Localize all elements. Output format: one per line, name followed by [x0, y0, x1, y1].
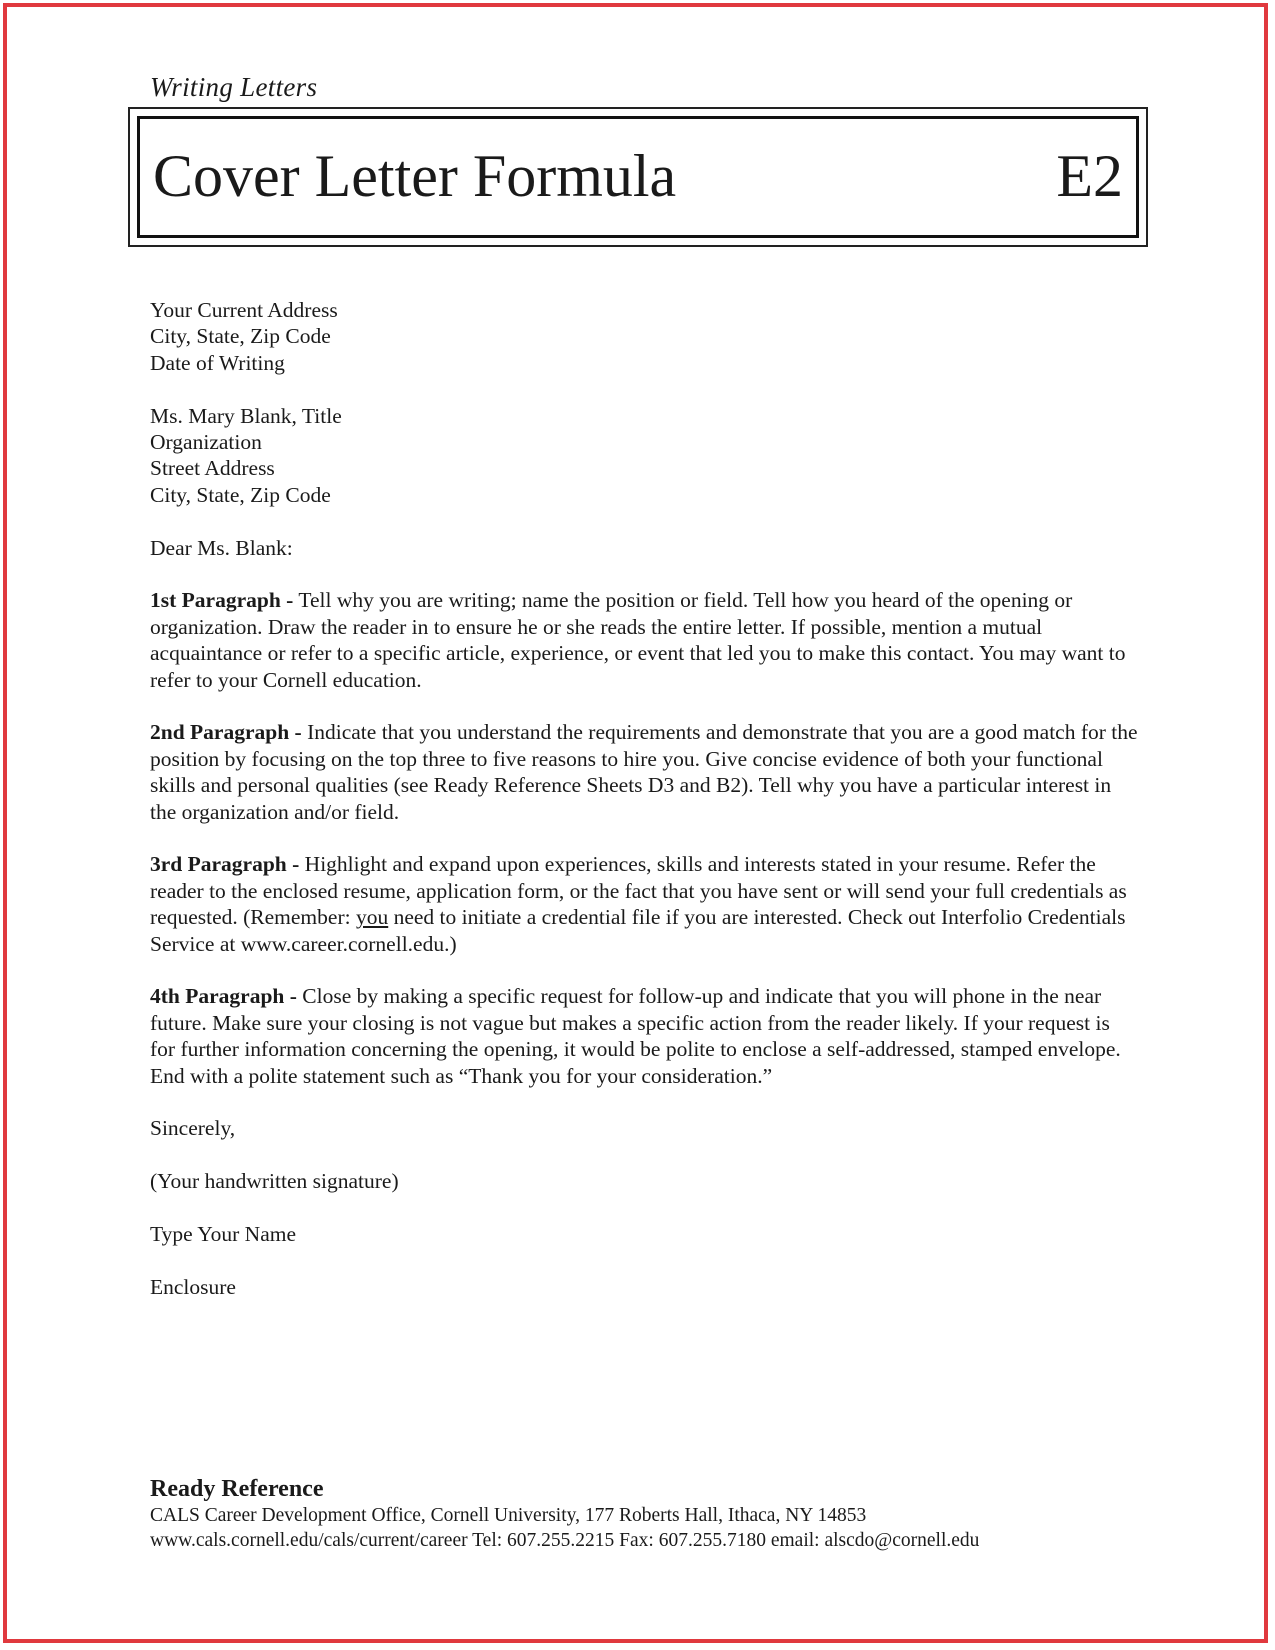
- paragraph-4-text: Close by making a specific request for follow-up and indicate that you will phone in the near future. Make sure your closing is not vague but makes a specific action from the reader likely. If your request is for further information concerning the opening, it would be polite to enclose a self-addressed, stamped envelope. End with a polite statement such as “Thank you for your consideration.”: [150, 984, 1121, 1088]
- recipient-address: [150, 403, 1140, 509]
- sender-address: [150, 297, 1140, 376]
- footer-address: CALS Career Development Office, Cornell University, 177 Roberts Hall, Ithaca, NY 14853: [150, 1505, 867, 1526]
- recipient-city-line: City, State, Zip Code: [150, 482, 331, 507]
- title-box: [128, 107, 1148, 247]
- signature-placeholder: (Your handwritten signature): [150, 1169, 399, 1194]
- sender-address-line: Your Current Address: [150, 298, 338, 322]
- paragraph-3-text-before: Highlight and expand upon experiences, skills and interests stated in your resume. Refer the reader to the enclosed resume, application form, or the fact that you have sent or will send your full credentials as requested. (Remember:: [150, 852, 1127, 930]
- paragraph-1: [150, 587, 1140, 693]
- footer-title: Ready Reference: [150, 1476, 324, 1502]
- paragraph-3-label: 3rd Paragraph -: [150, 852, 300, 877]
- footer: [150, 1474, 1150, 1553]
- section-header: Writing Letters: [150, 72, 318, 102]
- footer-contact: www.cals.cornell.edu/cals/current/career Tel: 607.255.2215 Fax: 607.255.7180 email: alscdo@cornell.edu: [150, 1529, 980, 1551]
- paragraph-1-text: Tell why you are writing; name the position or field. Tell how you heard of the opening or organization. Draw the reader in to ensure he or she reads the entire letter. If possible, mention a mutual acquaintance or refer to a specific article, experience, or event that led you to make this contact. You may want to refer to your Cornell education.: [150, 588, 1126, 692]
- sender-date-line: Date of Writing: [150, 350, 285, 375]
- paragraph-3: [150, 851, 1140, 957]
- paragraph-2: [150, 719, 1140, 825]
- sender-city-line: City, State, Zip Code: [150, 324, 331, 349]
- salutation: Dear Ms. Blank:: [150, 535, 293, 560]
- paragraph-2-label: 2nd Paragraph -: [150, 720, 302, 745]
- paragraph-4: [150, 983, 1140, 1089]
- typed-name: Type Your Name: [150, 1222, 296, 1247]
- page-title: Cover Letter Formula: [153, 143, 677, 209]
- paragraph-3-emphasis: you: [355, 905, 389, 930]
- recipient-street-line: Street Address: [150, 456, 275, 481]
- paragraph-2-text: Indicate that you understand the requirements and demonstrate that you are a good match for the position by focusing on the top three to five reasons to hire you. Give concise evidence of both your functional skills and personal qualities (see Ready Reference Sheets D3 and B2). Tell why you have a particular interest in the organization and/or field.: [150, 720, 1138, 824]
- paragraph-3-text-after: need to initiate a credential file if you are interested. Check out Interfolio Credentials Service at www.career.cornell.edu.): [150, 905, 1126, 956]
- section-code: E2: [1056, 143, 1123, 209]
- title-box-inner: [137, 116, 1139, 238]
- closing: Sincerely,: [150, 1116, 236, 1141]
- letter-body: [150, 297, 1140, 1327]
- paragraph-4-label: 4th Paragraph -: [150, 984, 297, 1009]
- recipient-organization-line: Organization: [150, 430, 262, 455]
- recipient-name-line: Ms. Mary Blank, Title: [150, 403, 342, 428]
- enclosure: Enclosure: [150, 1274, 236, 1299]
- paragraph-1-label: 1st Paragraph -: [150, 588, 294, 613]
